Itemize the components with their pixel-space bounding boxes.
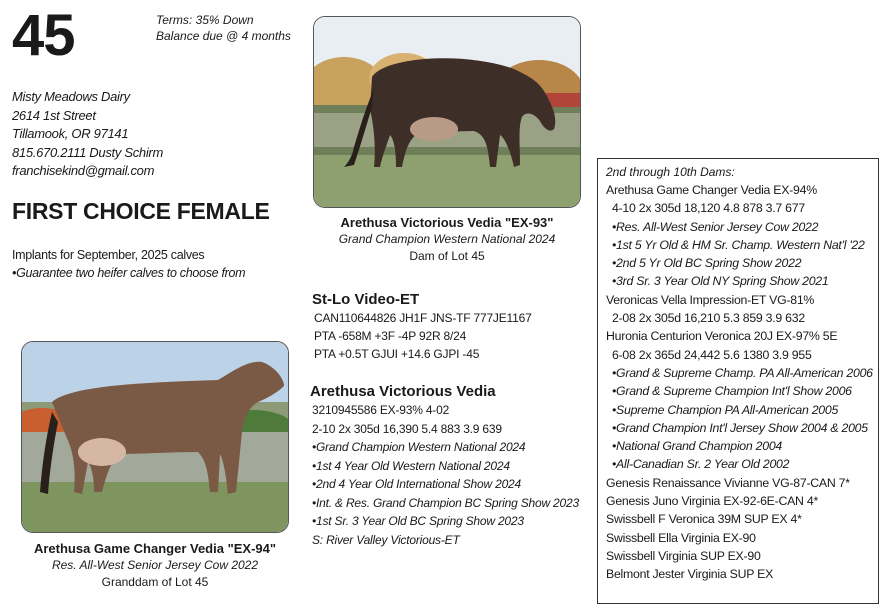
dam-photo-caption <box>313 214 581 265</box>
granddam-photo-name: Arethusa Game Changer Vedia "EX-94" <box>33 541 277 556</box>
pedigree-box <box>597 158 879 604</box>
dam-photo-relation: Dam of Lot 45 <box>409 249 485 263</box>
granddam-photo <box>21 341 289 533</box>
dam-photo-award: Grand Champion Western National 2024 <box>338 232 556 246</box>
pedigree-line: 2-08 2x 305d 16,210 5.3 859 3.9 632 <box>612 311 805 326</box>
dam-name: Arethusa Victorious Vedia <box>310 383 496 400</box>
pedigree-lines <box>606 181 878 584</box>
sire-block <box>312 290 532 363</box>
dam-cow-image <box>314 17 581 208</box>
implants-text: Implants for September, 2025 calves <box>12 248 205 262</box>
pedigree-line: Swissbell F Veronica 39M SUP EX 4* <box>606 512 802 527</box>
pedigree-line: •1st 5 Yr Old & HM Sr. Champ. Western Nat'l '22 <box>612 237 865 252</box>
dam-record-line: •2nd 4 Year Old International Show 2024 <box>312 477 522 491</box>
sire-line: PTA -658M +3F -4P 92R 8/24 <box>314 329 467 343</box>
sire-line: PTA +0.5T GJUI +14.6 GJPI -45 <box>314 347 480 361</box>
pedigree-line: •3rd Sr. 3 Year Old NY Spring Show 2021 <box>612 274 829 289</box>
consignor-street: 2614 1st Street <box>12 107 96 123</box>
pedigree-line: Swissbell Ella Virginia EX-90 <box>606 530 756 545</box>
consignor-email[interactable]: franchisekind@gmail.com <box>12 163 155 178</box>
pedigree-line: •National Grand Champion 2004 <box>612 439 783 454</box>
granddam-photo-relation: Granddam of Lot 45 <box>101 575 209 589</box>
pedigree-line: •Res. All-West Senior Jersey Cow 2022 <box>612 219 819 234</box>
dam-lines <box>310 401 579 549</box>
terms-down: Terms: 35% Down <box>156 13 254 27</box>
dam-record-line: 3210945586 EX-93% 4-02 <box>312 403 450 417</box>
pedigree-line: •Supreme Champion PA All-American 2005 <box>612 402 839 417</box>
dam-record-line: •Int. & Res. Grand Champion BC Spring Show 2023 <box>312 495 579 510</box>
guarantee-text: •Guarantee two heifer calves to choose from <box>12 266 246 280</box>
granddam-cow-image <box>22 342 289 533</box>
pedigree-line: •Grand & Supreme Champion Int'l Show 2006 <box>612 384 852 399</box>
pedigree-header: 2nd through 10th Dams: <box>606 165 735 179</box>
offering-details <box>12 246 245 282</box>
pedigree-line: •All-Canadian Sr. 2 Year Old 2002 <box>612 457 790 472</box>
consignor-phone: 815.670.2111 Dusty Schirm <box>12 144 163 160</box>
pedigree-line: 4-10 2x 305d 18,120 4.8 878 3.7 677 <box>612 201 805 216</box>
dam-record-line: •Grand Champion Western National 2024 <box>312 440 526 454</box>
dam-record-line: •1st Sr. 3 Year Old BC Spring Show 2023 <box>312 514 524 528</box>
terms <box>156 12 291 44</box>
granddam-photo-award: Res. All-West Senior Jersey Cow 2022 <box>51 558 259 572</box>
pedigree-line: •Grand Champion Int'l Jersey Show 2004 & 2005 <box>612 420 868 435</box>
pedigree-line: Genesis Renaissance Vivianne VG-87-CAN 7* <box>606 475 850 490</box>
dam-record-line: •1st 4 Year Old Western National 2024 <box>312 458 510 473</box>
dam-record-line: S: River Valley Victorious-ET <box>312 532 460 547</box>
dam-record-line: 2-10 2x 305d 16,390 5.4 883 3.9 639 <box>312 421 502 436</box>
dam-photo <box>313 16 581 208</box>
sire-name: St-Lo Video-ET <box>312 291 420 308</box>
pedigree-line: Belmont Jester Virginia SUP EX <box>606 567 774 582</box>
granddam-photo-caption <box>21 540 289 591</box>
pedigree-line: Arethusa Game Changer Vedia EX-94% <box>606 183 817 197</box>
consignor-city: Tillamook, OR 97141 <box>12 126 129 141</box>
terms-balance: Balance due @ 4 months <box>156 29 291 43</box>
pedigree-line: •2nd 5 Yr Old BC Spring Show 2022 <box>612 256 802 271</box>
dam-photo-name: Arethusa Victorious Vedia "EX-93" <box>340 215 554 230</box>
pedigree-line: Genesis Juno Virginia EX-92-6E-CAN 4* <box>606 494 818 509</box>
offering-title: FIRST CHOICE FEMALE <box>12 198 270 224</box>
lot-number: 45 <box>12 3 75 68</box>
sire-line: CAN110644826 JH1F JNS-TF 777JE1167 <box>314 311 532 325</box>
pedigree-line: Huronia Centurion Veronica 20J EX-97% 5E <box>606 329 838 344</box>
pedigree-line: Veronicas Vella Impression-ET VG-81% <box>606 292 815 307</box>
consignor-address <box>12 88 163 181</box>
pedigree-line: 6-08 2x 365d 24,442 5.6 1380 3.9 955 <box>612 347 812 362</box>
dam-block <box>310 382 579 549</box>
consignor-name: Misty Meadows Dairy <box>12 89 130 104</box>
pedigree-line: •Grand & Supreme Champ. PA All-American 2006 <box>612 365 873 380</box>
pedigree-line: Swissbell Virginia SUP EX-90 <box>606 548 761 563</box>
